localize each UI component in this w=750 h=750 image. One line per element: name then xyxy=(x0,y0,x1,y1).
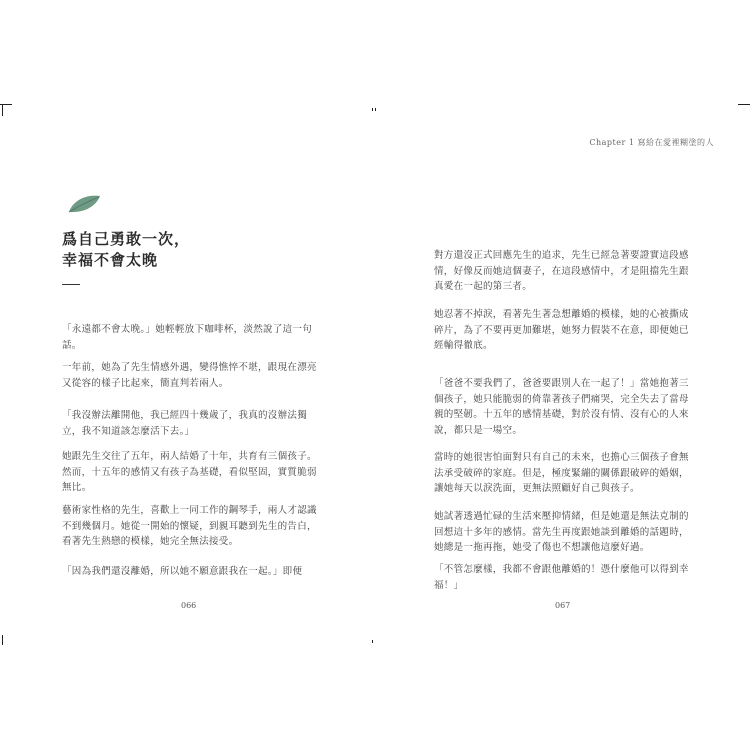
leaf-icon xyxy=(67,194,101,214)
paragraph: 「因為我們還沒離婚，所以她不願意跟我在一起。」即便 xyxy=(62,566,303,577)
crop-mark xyxy=(375,108,376,111)
paragraph: 對方還沒正式回應先生的追求，先生已經急著要證實這段感情，好像反而她這個妻子，在這段感情中，才是阻擋先生跟真愛在一起的第三者。 xyxy=(434,250,689,292)
crop-mark xyxy=(2,104,3,116)
right-page xyxy=(375,0,750,750)
crop-mark xyxy=(372,640,373,643)
paragraph: 「爸爸不要我們了，爸爸要跟別人在一起了！」當她抱著三個孩子，她只能脆弱的倚靠著孩子們痛哭，完全失去了當母親的堅韌。十五年的感情基礎，對於沒有情、沒有心的人來說，都只是一場空。 xyxy=(434,378,689,436)
page-number: 067 xyxy=(555,601,571,610)
crop-mark xyxy=(372,108,373,111)
paragraph: 當時的她很害怕面對只有自己的未來，也擔心三個孩子會無法承受破碎的家庭。但是，極度緊繃的關係跟破碎的婚姻，讓她每天以淚洗面，更無法照顧好自己與孩子。 xyxy=(434,452,689,494)
running-header: Chapter 1 寫給在愛裡糊塗的人 xyxy=(589,138,714,147)
crop-mark xyxy=(738,104,750,105)
paragraph: 「永遠都不會太晚。」她輕輕放下咖啡杯，淡然說了這一句話。 xyxy=(62,324,313,351)
paragraph: 她試著透過忙碌的生活來壓抑情緒，但是她還是無法克制的回想這十多年的感情。當先生再度跟她談到離婚的話題時，她總是一拖再拖，她受了傷也不想讓他這麼好過。 xyxy=(434,511,689,553)
title-dash xyxy=(62,284,80,285)
paragraph: 一年前，她為了先生情感外遇，變得憔悴不堪，跟現在漂亮又從容的樣子比起來，簡直判若兩人。 xyxy=(62,362,317,389)
paragraph: 她跟先生交往了五年，兩人結婚了十年，共育有三個孩子。然而，十五年的感情又有孩子為基礎，看似堅固，實質脆弱無比。 xyxy=(62,451,317,493)
paragraph: 她忍著不掉淚，看著先生著急想離婚的模樣，她的心被撕成碎片，為了不要再更加難堪，她努力假裝不在意，即便她已經輸得徹底。 xyxy=(434,309,689,351)
paragraph: 藝術家性格的先生，喜歡上一同工作的鋼琴手，兩人才認識不到幾個月。她從一開始的懷疑，到親耳聽到先生的告白，看著先生熱戀的模樣，她完全無法接受。 xyxy=(62,505,317,547)
chapter-title-line-2: 幸福不會太晚 xyxy=(62,251,159,269)
crop-mark xyxy=(2,635,3,645)
paragraph: 「不管怎麼樣，我都不會跟他離婚的！憑什麼他可以得到幸福！」 xyxy=(434,564,689,591)
paragraph: 「我沒辦法離開他，我已經四十幾歲了，我真的沒辦法獨立，我不知道該怎麼活下去。」 xyxy=(62,410,308,437)
page-number: 066 xyxy=(181,601,197,610)
chapter-title-line-1: 爲自己勇敢一次， xyxy=(62,230,191,248)
